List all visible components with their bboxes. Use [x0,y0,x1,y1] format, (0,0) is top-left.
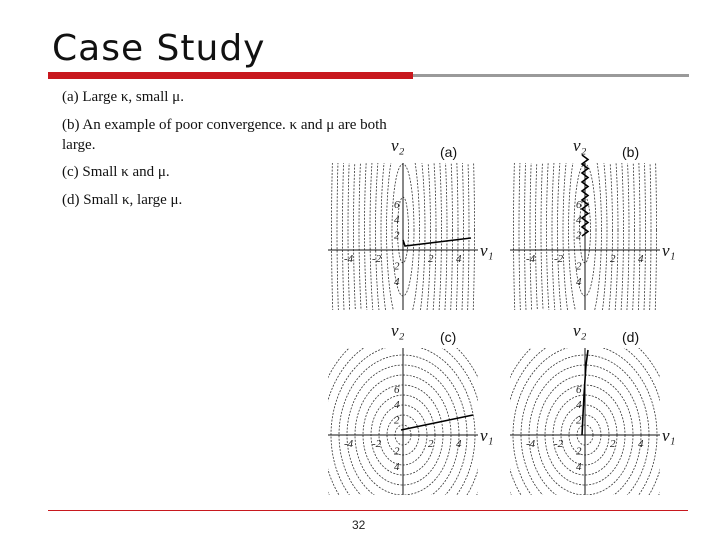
y-tick-label: 2 [394,445,400,458]
y-tick-label: 4 [576,460,582,473]
x-tick-label: -2 [372,253,382,265]
trajectory-path [403,238,471,246]
y-axis-label: v₂ [573,321,587,340]
y-tick-label: 4 [394,460,400,473]
x-axis-label: v₁ [480,241,494,260]
y-tick-label: 2 [576,445,582,458]
y-axis-label: v₂ [391,321,405,340]
caption-b-cont: large. [62,137,96,153]
x-axis-label: v₁ [662,426,676,445]
x-tick-label: -2 [372,438,382,450]
y-tick-label: 4 [394,399,400,412]
y-tick-label: 6 [576,198,582,211]
x-tick-label: 4 [638,438,644,450]
contour-plot-c [318,320,498,500]
y-tick-label: 2 [394,260,400,273]
caption-a: (a) Large κ, small μ. [62,89,184,105]
contour-plot-b [500,135,680,315]
x-tick-label: -4 [526,438,536,450]
caption-c: (c) Small κ and μ. [62,164,170,180]
x-tick-label: 4 [638,253,644,265]
y-axis-label: v₂ [391,136,405,155]
x-tick-label: 4 [456,438,462,450]
x-tick-label: -2 [554,438,564,450]
y-tick-label: 6 [394,198,400,211]
y-tick-label: 4 [394,214,400,227]
y-axis-label: v₂ [573,136,587,155]
y-tick-label: 2 [394,414,400,427]
trajectory-path [401,415,473,430]
x-tick-label: 2 [428,438,434,450]
contour-lines [500,325,676,500]
slide-title: Case Study [52,28,266,69]
x-tick-label: -4 [344,438,354,450]
page-number: 32 [352,518,366,532]
contour-ellipse [318,325,494,500]
contour-plot-a [318,135,498,315]
contour-ellipse [500,325,676,500]
x-tick-label: -4 [344,253,354,265]
caption-d: (d) Small κ, large μ. [62,192,183,208]
y-tick-label: 2 [576,260,582,273]
y-tick-label: 2 [576,414,582,427]
x-tick-label: 4 [456,253,462,265]
footer-rule [48,510,688,511]
contour-plot-d [500,320,680,500]
x-tick-label: 2 [610,253,616,265]
x-tick-label: 2 [428,253,434,265]
x-tick-label: 2 [610,438,616,450]
x-tick-label: -4 [526,253,536,265]
title-underline-gray [413,74,689,77]
y-tick-label: 4 [576,275,582,288]
panel-label: (c) [440,329,457,345]
x-axis-label: v₁ [662,241,676,260]
caption-b: (b) An example of poor convergence. κ and μ are both [62,117,387,133]
x-tick-label: -2 [554,253,564,265]
y-tick-label: 4 [576,399,582,412]
y-tick-label: 6 [394,383,400,396]
contour-lines [318,325,494,500]
y-tick-label: 4 [576,214,582,227]
y-tick-label: 6 [576,383,582,396]
y-tick-label: 4 [394,275,400,288]
y-tick-label: 2 [576,229,582,242]
panel-label: (b) [622,144,640,160]
title-underline-red [48,72,413,79]
panel-label: (a) [440,144,458,160]
x-axis-label: v₁ [480,426,494,445]
panel-label: (d) [622,329,640,345]
y-tick-label: 2 [394,229,400,242]
